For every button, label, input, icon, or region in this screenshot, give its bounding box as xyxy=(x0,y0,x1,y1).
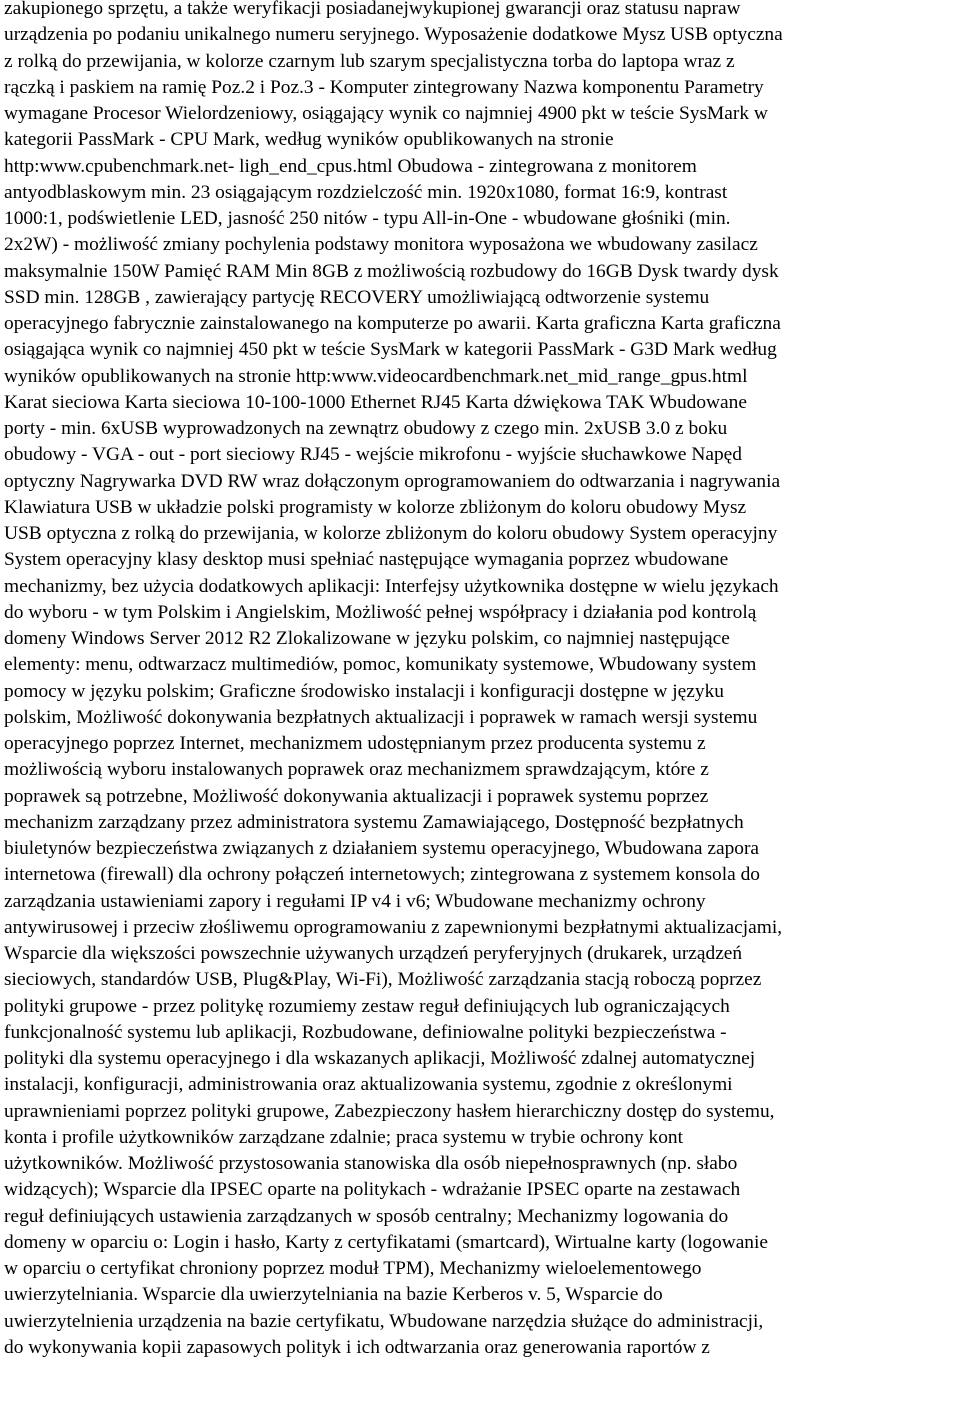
document-text-line: kategorii PassMark - CPU Mark, według wyników opublikowanych na stronie xyxy=(4,129,614,151)
document-text-line: Klawiatura USB w układzie polski programisty w kolorze zbliżonym do koloru obudowy Mysz xyxy=(4,496,747,518)
document-text-line: operacyjnego poprzez Internet, mechanizmem udostępnianym przez producenta systemu z xyxy=(4,733,706,754)
document-text-line: internetowa (firewall) dla ochrony połączeń internetowych; zintegrowana z systemem konsola do xyxy=(4,864,760,886)
document-text-line: optyczny Nagrywarka DVD RW wraz dołączonym oprogramowaniem do odtwarzania i nagrywania xyxy=(4,470,781,492)
document-body-text xyxy=(4,0,958,1361)
document-text-line: USB optyczna z rolką do przewijania, w kolorze zbliżonym do koloru obudowy System operacyjny xyxy=(4,523,778,544)
document-text-line: zakupionego sprzętu, a także weryfikacji posiadanejwykupionej gwarancji oraz statusu napraw xyxy=(4,0,741,19)
document-text-line: SSD min. 128GB , zawierający partycję RECOVERY umożliwiającą odtworzenie systemu xyxy=(4,286,710,308)
document-text-line: reguł definiujących ustawienia zarządzanych w sposób centralny; Mechanizmy logowania do xyxy=(4,1205,729,1227)
document-text-line: antywirusowej i przeciw złośliwemu oprogramowaniu z zapewnionymi bezpłatnymi aktualizacjami, xyxy=(4,916,783,938)
document-text-line: w oparciu o certyfikat chroniony poprzez moduł TPM), Mechanizmy wieloelementowego xyxy=(4,1258,702,1279)
document-text-line: instalacji, konfiguracji, administrowania oraz aktualizowania systemu, zgodnie z określonymi xyxy=(4,1074,733,1096)
document-text-line: biuletynów bezpieczeństwa związanych z działaniem systemu operacyjnego, Wbudowana zapora xyxy=(4,838,760,859)
document-text-line: maksymalnie 150W Pamięć RAM Min 8GB z możliwością rozbudowy do 16GB Dysk twardy dysk xyxy=(4,260,779,282)
document-text-line: funkcjonalność systemu lub aplikacji, Rozbudowane, definiowalne polityki bezpieczeństwa - xyxy=(4,1021,727,1043)
document-text-line: uwierzytelnienia urządzenia na bazie certyfikatu, Wbudowane narzędzia służące do administracji, xyxy=(4,1310,764,1332)
document-text-line: polityki dla systemu operacyjnego i dla wskazanych aplikacji, Możliwość zdalnej automatycznej xyxy=(4,1048,756,1069)
document-text-line: osiągająca wynik co najmniej 450 pkt w teście SysMark w kategorii PassMark - G3D Mark według xyxy=(4,339,777,361)
document-text-line: pomocy w języku polskim; Graficzne środowisko instalacji i konfiguracji dostępne w języku xyxy=(4,680,724,702)
document-text-line: użytkowników. Możliwość przystosowania stanowiska dla osób niepełnosprawnych (np. słabo xyxy=(4,1153,738,1174)
document-text-line: porty - min. 6xUSB wyprowadzonych na zewnątrz obudowy z czego min. 2xUSB 3.0 z boku xyxy=(4,418,728,439)
document-text-line: rączką i paskiem na ramię Poz.2 i Poz.3 - Komputer zintegrowany Nazwa komponentu Parametry xyxy=(4,76,764,98)
document-text-line: domeny w oparciu o: Login i hasło, Karty z certyfikatami (smartcard), Wirtualne karty (logowanie xyxy=(4,1231,768,1253)
document-text-line: zarządzania ustawieniami zapory i regułami IP v4 i v6; Wbudowane mechanizmy ochrony xyxy=(4,890,706,912)
document-text-line: 2x2W) - możliwość zmiany pochylenia podstawy monitora wyposażona we wbudowany zasilacz xyxy=(4,234,758,256)
document-text-line: domeny Windows Server 2012 R2 Zlokalizowane w języku polskim, co najmniej następujące xyxy=(4,628,730,649)
document-text-line: do wykonywania kopii zapasowych polityk i ich odtwarzania oraz generowania raportów z xyxy=(4,1336,710,1358)
document-text-line: z rolką do przewijania, w kolorze czarnym lub szarym specjalistyczna torba do laptopa wraz z xyxy=(4,50,735,72)
document-text-line: uprawnieniami poprzez polityki grupowe, Zabezpieczony hasłem hierarchiczny dostęp do systemu, xyxy=(4,1100,775,1122)
document-text-line: możliwością wyboru instalowanych poprawek oraz mechanizmem sprawdzającym, które z xyxy=(4,759,709,781)
document-text-line: Wsparcie dla większości powszechnie używanych urządzeń peryferyjnych (drukarek, urządzeń xyxy=(4,943,743,964)
document-text-line: mechanizmy, bez użycia dodatkowych aplikacji: Interfejsy użytkownika dostępne w wielu językach xyxy=(4,575,779,597)
document-text-line: polskim, Możliwość dokonywania bezpłatnych aktualizacji i poprawek w ramach wersji systemu xyxy=(4,706,758,728)
document-text-line: poprawek są potrzebne, Możliwość dokonywania aktualizacji i poprawek systemu poprzez xyxy=(4,785,709,807)
document-text-line: antyodblaskowym min. 23 osiągającym rozdzielczość min. 1920x1080, format 16:9, kontrast xyxy=(4,181,728,203)
document-text-line: operacyjnego fabrycznie zainstalowanego na komputerze po awarii. Karta graficzna Karta graficzna xyxy=(4,313,781,334)
document-text-line: wymagane Procesor Wielordzeniowy, osiągający wynik co najmniej 4900 pkt w teście SysMark w xyxy=(4,103,768,124)
document-text-line: konta i profile użytkowników zarządzane zdalnie; praca systemu w trybie ochrony kont xyxy=(4,1126,683,1148)
document-text-line: http:www.cpubenchmark.net- ligh_end_cpus.html Obudowa - zintegrowana z monitorem xyxy=(4,155,697,177)
document-text-line: urządzenia po podaniu unikalnego numeru seryjnego. Wyposażenie dodatkowe Mysz USB optyczna xyxy=(4,24,783,46)
document-text-line: sieciowych, standardów USB, Plug&Play, Wi-Fi), Możliwość zarządzania stacją roboczą poprzez xyxy=(4,969,762,991)
document-text-line: do wyboru - w tym Polskim i Angielskim, Możliwość pełnej współpracy i działania pod kontrolą xyxy=(4,601,757,623)
document-text-line: mechanizm zarządzany przez administratora systemu Zamawiającego, Dostępność bezpłatnych xyxy=(4,811,744,833)
document-text-line: wyników opublikowanych na stronie http:www.videocardbenchmark.net_mid_range_gpus.html xyxy=(4,365,748,387)
document-text-line: 1000:1, podświetlenie LED, jasność 250 nitów - typu All-in-One - wbudowane głośniki (min. xyxy=(4,208,731,229)
document-text-line: widzących); Wsparcie dla IPSEC oparte na politykach - wdrażanie IPSEC oparte na zestawach xyxy=(4,1179,741,1201)
document-text-line: obudowy - VGA - out - port sieciowy RJ45 - wejście mikrofonu - wyjście słuchawkowe Napęd xyxy=(4,444,742,466)
document-text-line: Karat sieciowa Karta sieciowa 10-100-1000 Ethernet RJ45 Karta dźwiękowa TAK Wbudowane xyxy=(4,391,747,413)
document-text-line: System operacyjny klasy desktop musi spełniać następujące wymagania poprzez wbudowane xyxy=(4,549,729,571)
document-text-line: elementy: menu, odtwarzacz multimediów, pomoc, komunikaty systemowe, Wbudowany system xyxy=(4,654,757,676)
document-text-line: uwierzytelniania. Wsparcie dla uwierzytelniania na bazie Kerberos v. 5, Wsparcie do xyxy=(4,1284,663,1306)
document-text-line: polityki grupowe - przez politykę rozumiemy zestaw reguł definiujących lub ograniczających xyxy=(4,995,730,1017)
